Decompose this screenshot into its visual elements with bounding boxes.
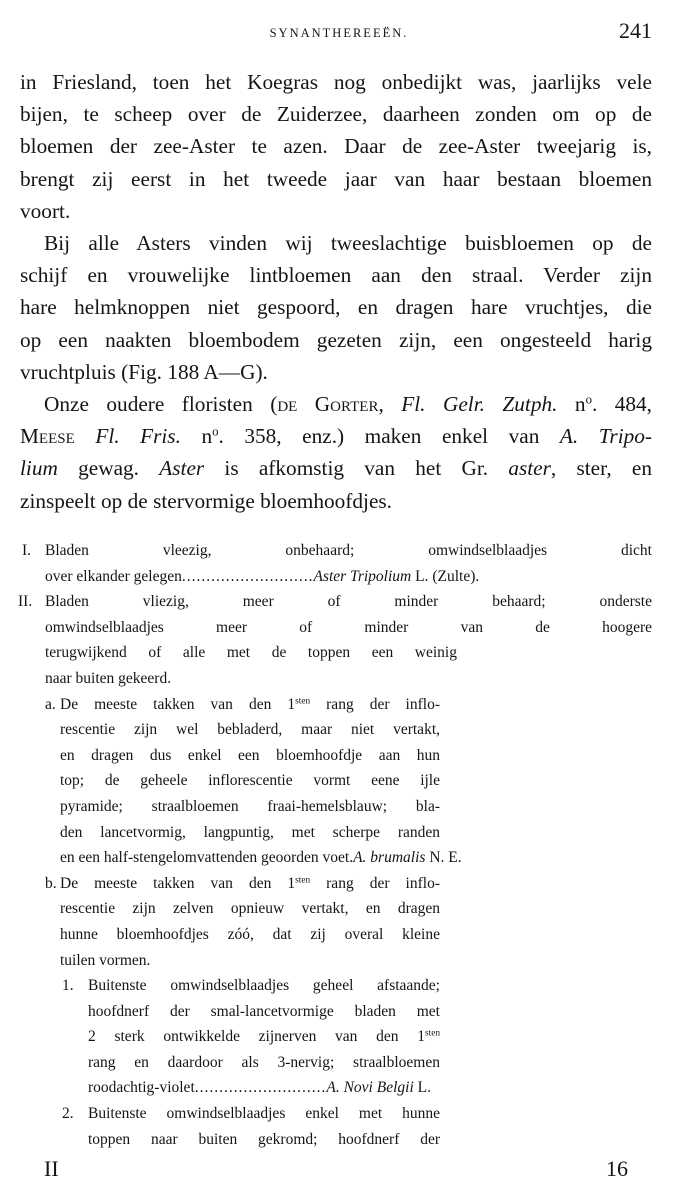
text-line: bloemen der zee-Aster te azen. Daar de zee-Aster tweejarig is, [20, 134, 652, 159]
text-line: voort. [20, 198, 71, 223]
key-line: naar buiten gekeerd. [45, 669, 172, 687]
key-line: b. De meeste takken van den $1^{sten}$ rang der inflo- [20, 871, 440, 897]
key-line: omwindselblaadjes meer of minder van de hoogere [45, 618, 652, 636]
page-number: 241 [619, 18, 652, 43]
key-line: hoofdnerf der smal-lancetvormige bladen met [88, 1002, 440, 1020]
key-line: pyramide; straalbloemen fraai-hemelsblauw; bla- [60, 797, 440, 815]
leader-dots: ........................... [181, 567, 314, 585]
running-header [0, 18, 678, 48]
flora-reference: Fl. Fris. [95, 424, 181, 449]
signature-mark: II [44, 1156, 59, 1181]
key-line: 2. Buitenste omwindselblaadjes enkel met hunne [20, 1101, 440, 1127]
text-line: zinspeelt op de stervormige bloemhoofdjes. [20, 488, 393, 513]
running-title: SYNANTHEREEËN. [269, 26, 409, 40]
key-line: rescentie zijn wel bebladerd, maar niet vertakt, [60, 721, 440, 739]
key-label: 2. [62, 1105, 74, 1123]
author-name: Meese [20, 424, 75, 449]
key-line: over elkander gelegen...........................Aster Tripolium L. (Zulte). [45, 567, 480, 585]
key-line: terugwijkend of alle met de toppen een weinig [45, 644, 457, 662]
key-line: a. De meeste takken van den $1^{sten}$ rang der inflo- [20, 692, 440, 718]
key-label: a. [45, 695, 56, 713]
key-line: hunne bloemhoofdjes zóó, dat zij overal kleine [60, 925, 440, 943]
paragraph [20, 227, 652, 388]
key-line: rescentie zijn zelven opnieuw vertakt, en dragen [60, 900, 440, 918]
species-name: A. brumalis [353, 849, 426, 867]
body-text [20, 66, 652, 517]
key-line: toppen naar buiten gekromd; hoofdnerf der [88, 1130, 440, 1148]
key-line: top; de geheele inflorescentie vormt eene ijle [60, 772, 440, 790]
key-line: en dragen dus enkel een bloemhoofdje aan hun [60, 746, 440, 764]
text-line: schijf en vrouwelijke lintbloemen aan den straal. Verder zijn [20, 263, 652, 288]
text-line: bijen, te scheep over de Zuiderzee, daarheen zonden om op de [20, 102, 652, 127]
text-line: op een naakten bloembodem gezeten zijn, een ongesteeld harig [20, 327, 652, 352]
key-line: roodachtig-violet...........................A. Novi Belgii L. [88, 1079, 431, 1097]
key-label: 1. [62, 977, 74, 995]
species-name: A. Novi Belgii [326, 1079, 414, 1097]
paragraph [20, 66, 652, 227]
text-line: vruchtpluis (Fig. 188 A—G). [20, 359, 268, 384]
leader-dots: ........................... [194, 1079, 327, 1097]
text-line: Meese Fl. Fris. $n^o$. 358, enz.) maken enkel van A. Tripo- [20, 424, 652, 449]
identification-key [20, 538, 652, 1152]
key-line: en een half-stengelomvattenden geoorden voet.A. brumalis N. E. [60, 849, 462, 867]
key-line: tuilen vormen. [60, 951, 151, 969]
text-line: brengt zij eerst in het tweede jaar van haar bestaan bloemen [20, 166, 652, 191]
key-line: den lancetvormig, langpuntig, met scherpe randen [60, 823, 440, 841]
key-line: 1. Buitenste omwindselblaadjes geheel afstaande; [20, 973, 440, 999]
species-name: A. Tripo- [559, 424, 652, 449]
species-name: Aster Tripolium [313, 567, 412, 585]
key-label: b. [45, 874, 57, 892]
text-line: lium gewag. Aster is afkomstig van het Gr. aster, ster, en [20, 456, 653, 481]
key-label: II. [18, 593, 33, 611]
text-line: Onze oudere floristen (de Gorter, Fl. Gelr. Zutph. $n^o$. 484, [44, 392, 653, 417]
sheet-number: 16 [606, 1156, 628, 1181]
key-line: I. Bladen vleezig, onbehaard; omwindselblaadjes dicht [20, 538, 652, 564]
key-label: I. [22, 542, 32, 559]
text-line: Bij alle Asters vinden wij tweeslachtige buisbloemen op de [44, 231, 652, 256]
key-line: 2 sterk ontwikkelde zijnerven van den $1^{sten}$ [88, 1028, 440, 1046]
author-name: de Gorter [277, 392, 379, 417]
flora-reference: Fl. Gelr. Zutph. [401, 392, 558, 417]
paragraph [20, 388, 652, 517]
key-line: II. Bladen vliezig, meer of minder behaard; onderste [20, 589, 652, 615]
text-line: in Friesland, toen het Koegras nog onbedijkt was, jaarlijks vele [20, 70, 652, 94]
text-line: hare helmknoppen niet gespoord, en dragen hare vruchtjes, die [20, 295, 652, 320]
key-line: rang en daardoor als 3-nervig; straalbloemen [88, 1053, 440, 1071]
